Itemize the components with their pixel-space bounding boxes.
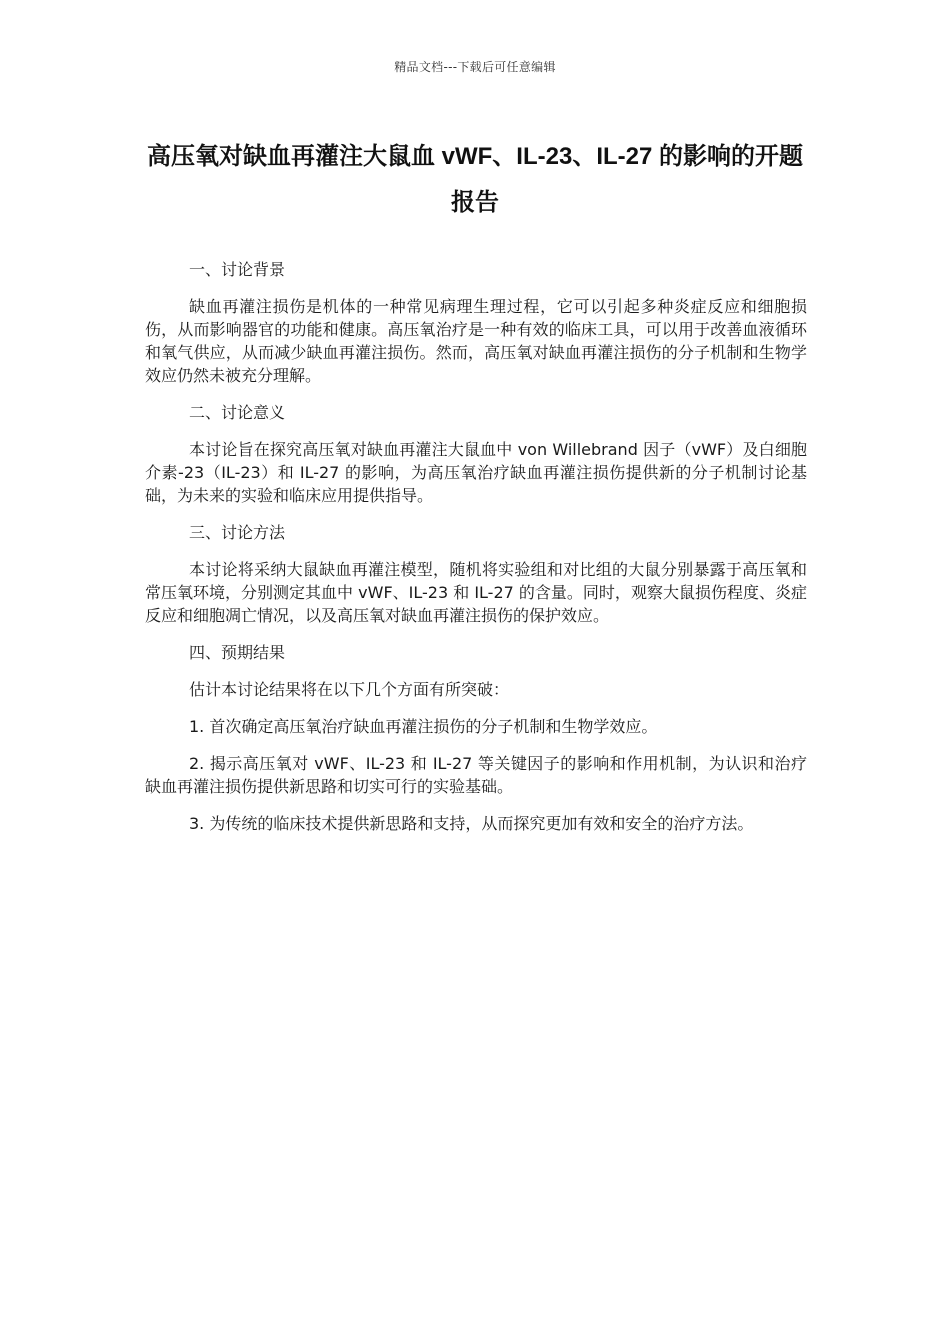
list-item: 1. 首次确定高压氧治疗缺血再灌注损伤的分子机制和生物学效应。 — [189, 717, 658, 736]
document-title: 高压氧对缺血再灌注大鼠血 vWF、IL-23、IL-27 的影响的开题报告 — [146, 143, 804, 216]
list-item: 3. 为传统的临床技术提供新思路和支持，从而探究更加有效和安全的治疗方法。 — [189, 814, 754, 833]
paragraph: 估计本讨论结果将在以下几个方面有所突破： — [189, 680, 510, 699]
section-heading: 三、讨论方法 — [189, 523, 286, 542]
paragraph: 本讨论将采纳大鼠缺血再灌注模型，随机将实验组和对比组的大鼠分别暴露于高压氧和常压氧环境，分别测定其血中 vWF、IL-23 和 IL-27 的含量。同时，观察大鼠损伤程度、炎症反应和细胞凋亡情况，以及高压氧对缺血再灌注损伤的保护效应。 — [145, 560, 807, 625]
list-item: 2. 揭示高压氧对 vWF、IL-23 和 IL-27 等关键因子的影响和作用机制，为认识和治疗缺血再灌注损伤提供新思路和切实可行的实验基础。 — [145, 754, 807, 796]
section-expected-results — [145, 641, 807, 835]
section-heading: 二、讨论意义 — [189, 403, 286, 422]
section-methods — [145, 521, 807, 627]
document-body — [145, 258, 807, 849]
paragraph: 缺血再灌注损伤是机体的一种常见病理生理过程，它可以引起多种炎症反应和细胞损伤，从而影响器官的功能和健康。高压氧治疗是一种有效的临床工具，可以用于改善血液循环和氧气供应，从而减少缺血再灌注损伤。然而，高压氧对缺血再灌注损伤的分子机制和生物学效应仍然未被充分理解。 — [145, 297, 807, 385]
section-heading: 一、讨论背景 — [189, 260, 286, 279]
section-significance — [145, 401, 807, 507]
paragraph: 本讨论旨在探究高压氧对缺血再灌注大鼠血中 von Willebrand 因子（vWF）及白细胞介素-23（IL-23）和 IL-27 的影响，为高压氧治疗缺血再灌注损伤提供新的分子机制讨论基础，为未来的实验和临床应用提供指导。 — [145, 440, 807, 505]
section-background — [145, 258, 807, 387]
header-watermark: 精品文档---下载后可任意编辑 — [394, 60, 556, 74]
section-heading: 四、预期结果 — [189, 643, 286, 662]
